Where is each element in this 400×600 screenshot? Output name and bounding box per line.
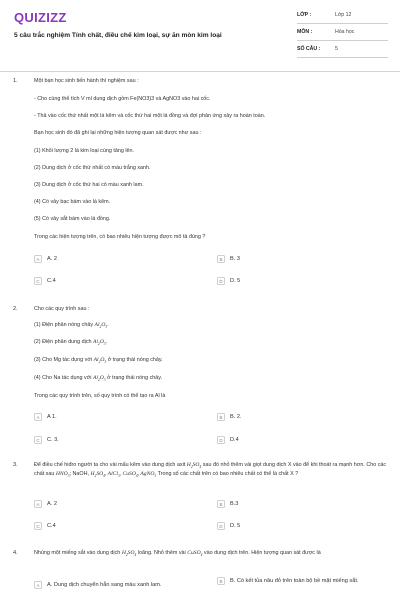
question-text: (1) Khối lượng 2 lá kim loại cùng tăng lên. [34, 148, 135, 154]
question-text-part: Trong số các chất trên có bao nhiêu chất có thể là chất X ? [157, 471, 299, 478]
question-text: Cho các quy trình sau : [34, 306, 90, 312]
question-text: (3) Dung dịch ở cốc thứ hai có màu xanh lam. [34, 182, 144, 188]
option-text: A. 2 [47, 501, 57, 507]
option-b[interactable] [217, 414, 242, 421]
question-text: (1) Điện phân nóng chảy $Al_2O_3$. [34, 322, 109, 330]
formula-al2o3: $Al_2O_3$ [94, 322, 108, 330]
question-text-part: (2) Điện phân dung dịch [34, 339, 94, 345]
question-text-part: Để điều chế hiđro người ta cho vài mẩu kẽm vào dung dịch axit [34, 462, 187, 468]
question-number: 2. [13, 306, 18, 312]
question-text-part: vào dung dịch trên. Hiện tượng quan sát được là [202, 550, 321, 556]
meta-key: MÔN : [297, 29, 313, 35]
option-text: D. 5 [230, 523, 241, 529]
question-text: Trong các hiện tượng trên, có bao nhiêu hiện tượng được mô tả đúng ? [34, 234, 206, 240]
meta-key: SỐ CÂU : [297, 46, 321, 52]
question-text: (5) Có vảy sắt bám vào lá đồng. [34, 216, 111, 222]
option-text: D.4 [230, 437, 239, 443]
meta-row-count [297, 41, 388, 58]
question-text-part: ở trạng thái nóng chảy. [106, 357, 163, 363]
question-text: (2) Điện phân dung dịch $Al_2O_3$. [34, 339, 108, 347]
question-text-part: ở trạng thái nóng chảy. [105, 375, 163, 381]
option-d[interactable] [217, 523, 240, 530]
question-text-part: Nhúng một miếng sắt vào dung dịch [34, 550, 122, 556]
meta-key: LỚP : [297, 12, 312, 18]
option-text: A. 2 [47, 256, 57, 262]
option-text: D. 5 [230, 278, 241, 284]
option-text: C.4 [47, 523, 56, 529]
option-badge: B [217, 577, 225, 585]
question-text-part: loãng. Nhỏ thêm vài [136, 550, 188, 556]
option-badge: C [34, 277, 42, 285]
option-text: C. 3. [47, 437, 59, 443]
header-divider [0, 71, 400, 72]
question-text: (2) Dung dịch ở cốc thứ nhất có màu trắng xanh. [34, 165, 151, 171]
question-text: (4) Có vảy bạc bám vào lá kẽm. [34, 199, 111, 205]
option-text: B. 3 [230, 256, 240, 262]
option-badge: B [217, 413, 225, 421]
option-badge: D [217, 436, 225, 444]
option-c[interactable] [34, 278, 56, 285]
option-d[interactable] [217, 437, 239, 444]
option-badge: D [217, 522, 225, 530]
meta-value: 5 [335, 46, 338, 52]
formula-hno3: $HNO_3$ [55, 471, 70, 479]
formula-al2o3: $Al_2O_3$ [92, 375, 106, 383]
question-text-part: (4) Cho Na tác dụng với [34, 375, 93, 381]
question-text [34, 550, 390, 559]
option-a[interactable] [34, 414, 57, 421]
question-text: - Cho cùng thể tích V ml dung dịch gồm Fe(NO3)3 và AgNO3 vào hai cốc. [34, 96, 211, 102]
question-text-part: (3) Cho Mg tác dụng với [34, 357, 94, 363]
option-b[interactable] [217, 256, 240, 263]
meta-value: Hóa học [335, 29, 355, 35]
question-text: - Thả vào cốc thứ nhất một lá kẽm và cốc thứ hai một lá đồng và đợi phản ứng xảy ra hoàn toàn. [34, 113, 266, 119]
option-text: B. 2. [230, 414, 242, 420]
option-text: B. Có kết tủa nâu đỏ trên toàn bộ bề mặt miếng sắt. [230, 578, 359, 584]
question-number: 4. [13, 550, 18, 556]
option-b[interactable] [217, 578, 387, 585]
formula-h2so4: $H_2SO_4$ [186, 462, 202, 470]
meta-row-subject [297, 24, 388, 41]
meta-row-grade [297, 7, 388, 24]
meta-value: Lớp 12 [335, 12, 352, 18]
formula-cuso4: CuSO$_4$ [187, 550, 203, 558]
option-badge: B [217, 255, 225, 263]
quizizz-logo: QUIZIZZ [14, 10, 67, 25]
formula-al2o3: $Al_2O_3$ [93, 339, 106, 347]
question-text-part: NaOH, [72, 471, 89, 478]
option-badge: C [34, 436, 42, 444]
question-text [34, 357, 390, 366]
question-text: Trong các quy trình trên, số quy trình có thể tạo ra Al là [34, 393, 166, 399]
question-text: Để điều chế hiđro người ta cho vài mẩu kẽm vào dung dịch axit $H_2SO_4$ sau đó nhỏ thêm vài giọt dung dịch X vào để khi thoát ra mạnh hơn. Cho các chất sau $HNO_3$; NaOH, $H_2SO_4$, AlCl$_3$, CuSO$_4$, AgNO$_3$ Trong số các chất trên có bao nhiêu chất có thể là chất X ? [34, 462, 387, 479]
worksheet-title: 5 câu trắc nghiệm Tính chất, điều chế kim loại, sự ăn mòn kim loại [14, 32, 222, 39]
option-a[interactable] [34, 582, 161, 589]
question-number: 3. [13, 462, 18, 468]
question-text: Một bạn học sinh tiến hành thí nghiệm sau : [34, 78, 139, 84]
question-text [34, 375, 390, 384]
option-a[interactable] [34, 501, 57, 508]
option-text: A. Dung dịch chuyển hẳn sang màu xanh lam. [47, 582, 162, 588]
worksheet-header [0, 0, 400, 66]
option-text: C.4 [47, 278, 56, 284]
option-a[interactable] [34, 256, 57, 263]
question-text-part: (1) Điện phân nóng chảy [34, 322, 95, 328]
formula-list: $H_2SO_4$, AlCl$_3$, CuSO$_4$, AgNO$_3$ [90, 471, 157, 479]
option-b[interactable] [217, 501, 238, 508]
option-badge: D [217, 277, 225, 285]
formula-al2o3: $Al_2O_3$ [93, 357, 107, 365]
question-text-part: sau đó nhỏ thêm vài giọt dung dịch X vào để khi thoát ra mạnh hơn. Cho các chất sau [34, 462, 387, 478]
option-badge: A [34, 581, 42, 589]
question-number: 1. [13, 78, 18, 84]
option-c[interactable] [34, 523, 56, 530]
option-badge: A [34, 413, 42, 421]
option-badge: B [217, 500, 225, 508]
option-badge: C [34, 522, 42, 530]
question-text: Bạn học sinh đó đã ghi lại những hiện tượng quan sát được như sau : [34, 130, 202, 136]
worksheet-meta [297, 7, 388, 58]
option-c[interactable] [34, 437, 59, 444]
option-badge: A [34, 500, 42, 508]
formula-h2so4: $H_2SO_4$ [121, 550, 137, 558]
option-text: B.3 [230, 501, 239, 507]
option-d[interactable] [217, 278, 240, 285]
option-text: A 1. [47, 414, 57, 420]
option-badge: A [34, 255, 42, 263]
